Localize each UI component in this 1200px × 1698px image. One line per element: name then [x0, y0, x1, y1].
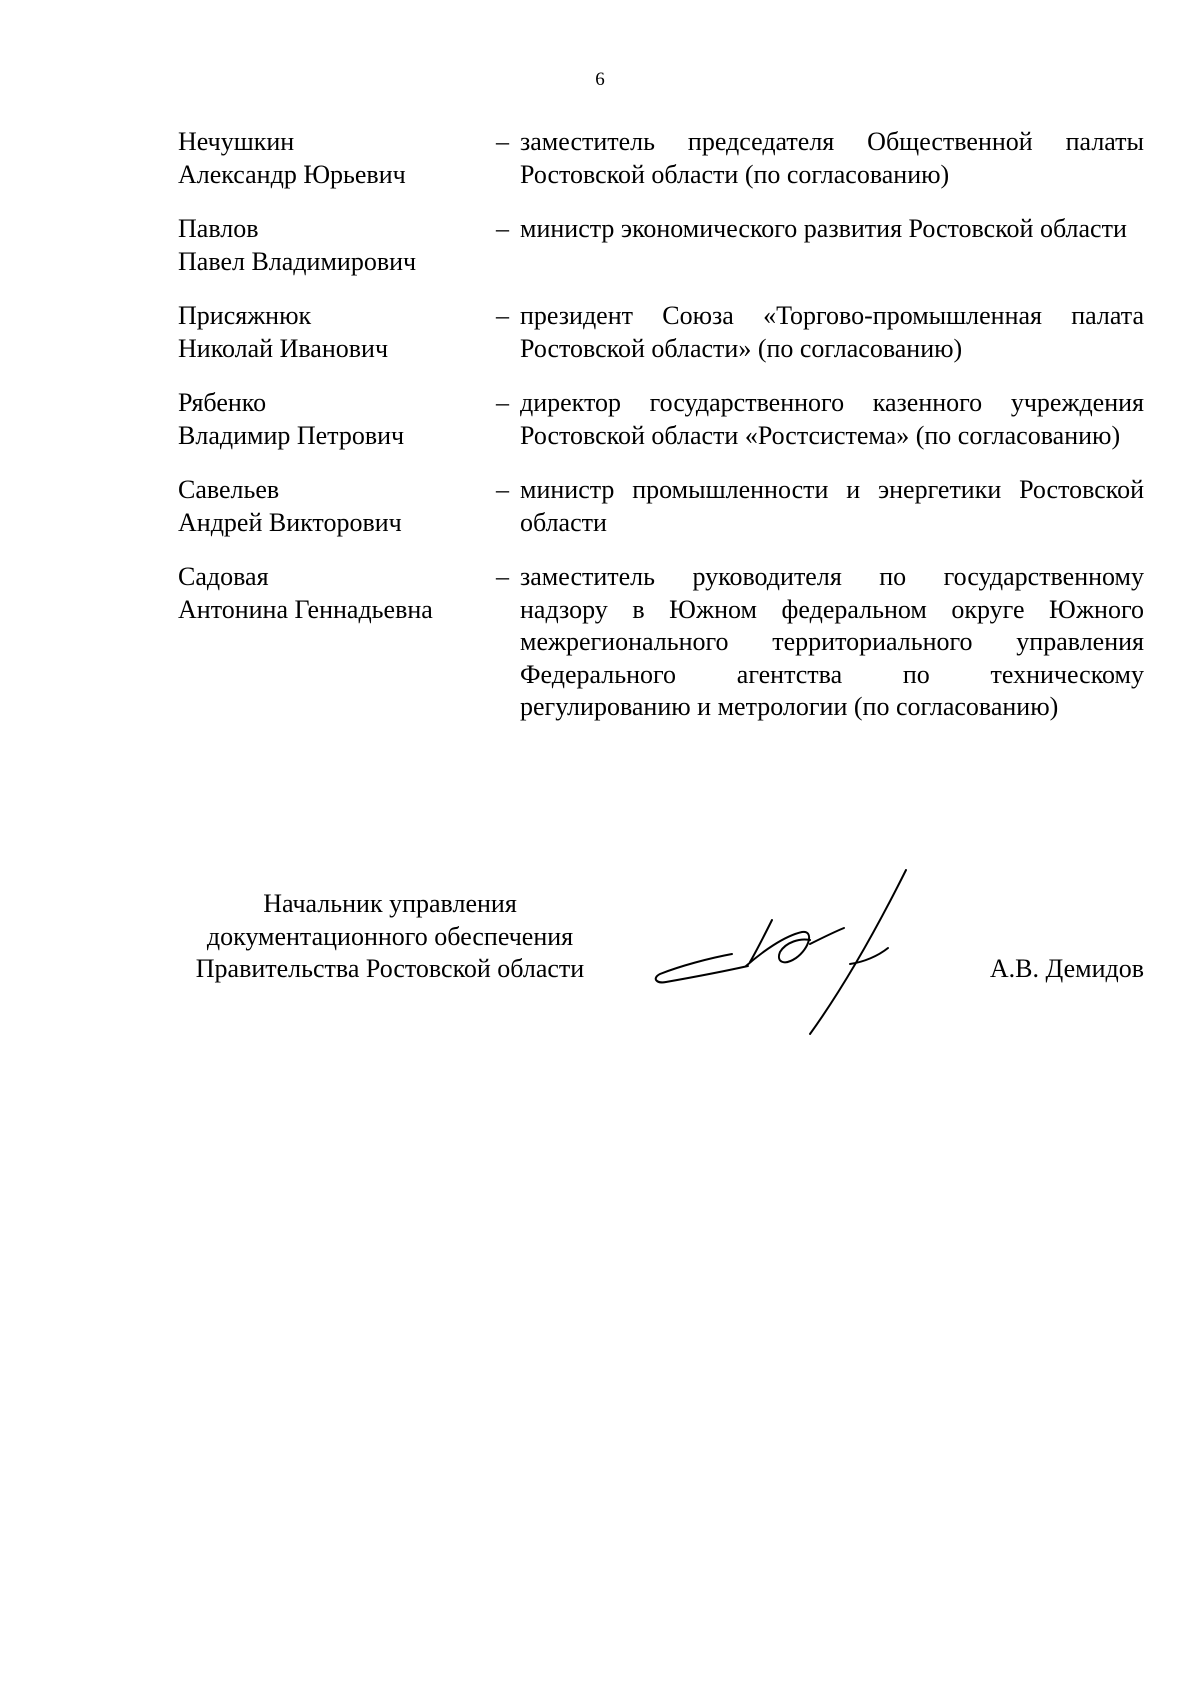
member-dash: – [496, 301, 509, 330]
member-given-names: Павел Владимирович [178, 246, 417, 276]
member-given-names: Владимир Петрович [178, 420, 405, 450]
member-surname: Нечушкин [178, 127, 295, 156]
member-surname: Павлов [178, 214, 259, 243]
members-list [178, 126, 1144, 746]
member-surname: Рябенко [178, 388, 267, 417]
signer-title [170, 888, 610, 986]
signer-title-line: документационного обеспечения [206, 921, 574, 951]
member-row [178, 126, 1144, 191]
signer-title-line: Начальник управления [263, 889, 517, 918]
member-role: министр промышленности и энергетики Ростовской области [520, 475, 1144, 537]
member-surname: Садовая [178, 562, 269, 591]
member-role: президент Союза «Торгово-промышленная палата Ростовской области» (по согласованию) [520, 301, 1144, 363]
member-row [178, 561, 1144, 724]
signer-title-line: Правительства Ростовской области [195, 954, 585, 983]
page-number: 6 [595, 69, 605, 90]
handwritten-signature [650, 866, 950, 1042]
member-dash: – [496, 475, 509, 504]
member-dash: – [496, 388, 509, 417]
member-given-names: Антонина Геннадьевна [178, 594, 433, 624]
member-row [178, 213, 1144, 278]
member-dash: – [496, 127, 509, 156]
member-dash: – [496, 562, 509, 591]
signature-block [170, 888, 1144, 1048]
member-role: директор государственного казенного учреждения Ростовской области «Ростсистема» (по согласованию) [520, 388, 1144, 450]
member-given-names: Александр Юрьевич [178, 159, 406, 189]
member-name [178, 387, 496, 452]
member-role: заместитель председателя Общественной палаты Ростовской области (по согласованию) [520, 127, 1144, 189]
member-row [178, 474, 1144, 539]
member-role: министр экономического развития Ростовской области [520, 214, 1127, 243]
member-surname: Савельев [178, 475, 280, 504]
member-name [178, 474, 496, 539]
member-surname: Присяжнюк [178, 301, 312, 330]
member-name [178, 126, 496, 191]
member-role: заместитель руководителя по государственному надзору в Южном федеральном округе Южного межрегионального территориального управления Федерального агентства по техническому регулированию и метрологии (по согласованию) [520, 562, 1144, 721]
member-row [178, 387, 1144, 452]
member-given-names: Николай Иванович [178, 333, 389, 363]
member-name [178, 213, 496, 278]
member-given-names: Андрей Викторович [178, 507, 402, 537]
signer-name: А.В. Демидов [989, 954, 1144, 983]
member-dash: – [496, 214, 509, 243]
member-row [178, 300, 1144, 365]
member-name [178, 300, 496, 365]
member-name [178, 561, 496, 626]
